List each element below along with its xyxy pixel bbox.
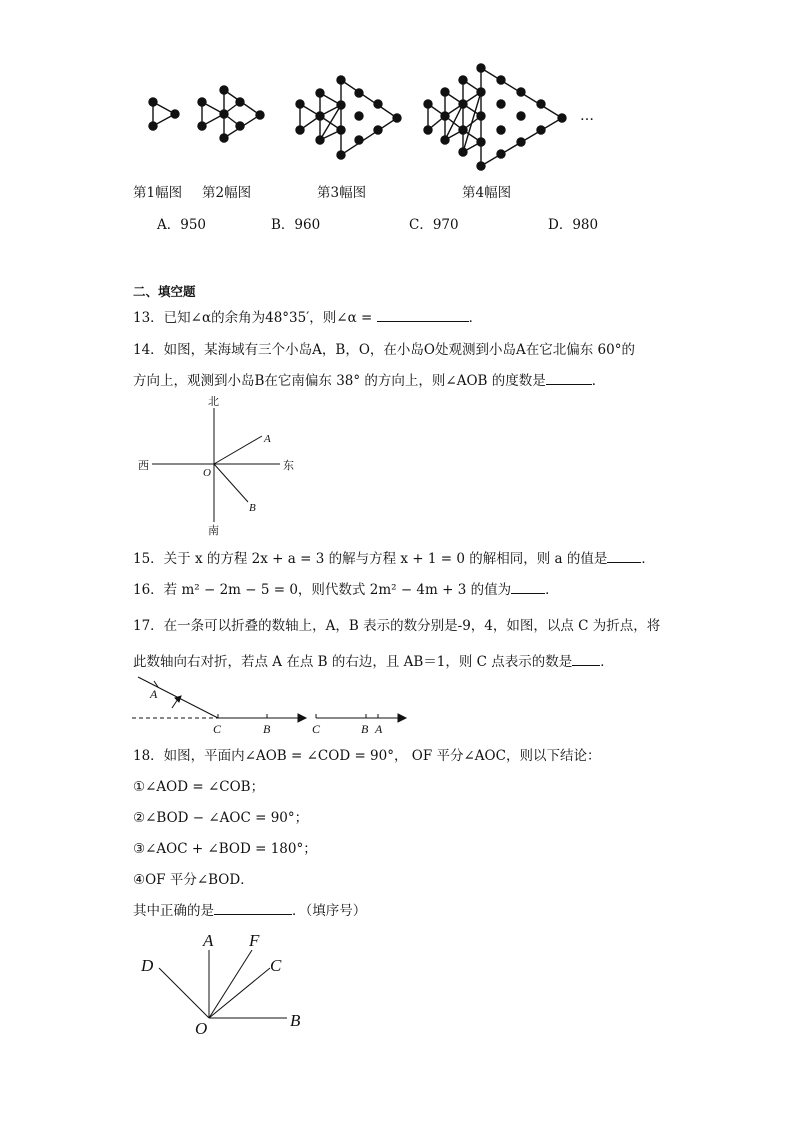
label-east: 东 — [283, 460, 294, 472]
conclusion-2: ②∠BOD − ∠AOC = 90°； — [133, 810, 309, 826]
caption-figure-2: 第2幅图 — [202, 185, 252, 201]
question-17-line-2: 此数轴向右对折，若点 A 在点 B 的右边，且 AB＝1，则 C 点表示的数是 ． — [133, 654, 614, 670]
ray-oa — [214, 436, 262, 464]
label-b-right: B — [361, 722, 369, 736]
dot-figure-4 — [424, 64, 566, 170]
answer-blank — [377, 308, 469, 322]
label-o: O — [203, 467, 211, 479]
label-a-right: A — [375, 722, 383, 736]
question-15: 15．关于 x 的方程 2x + a = 3 的解与方程 x + 1 = 0 的解相同，则 a 的值是 ． — [133, 551, 655, 567]
option-d: D．980 — [548, 217, 599, 233]
conclusion-3: ③∠AOC + ∠BOD = 180°； — [133, 841, 317, 857]
question-14-line-1: 14．如图，某海域有三个小岛A，B，O，在小岛O处观测到小岛A在它北偏东 60°的 — [133, 342, 635, 358]
label-f: F — [249, 931, 260, 950]
ray-oc — [209, 968, 270, 1018]
arrow-head-right — [398, 714, 406, 722]
ray-of — [209, 950, 252, 1018]
caption-figure-4: 第4幅图 — [462, 185, 512, 201]
label-south: 南 — [208, 525, 219, 537]
angle-figure — [135, 928, 315, 1040]
answer-blank — [607, 549, 641, 563]
ray-od — [159, 968, 209, 1018]
question-13: 13．已知∠α的余角为48°35′，则∠α = ． — [133, 310, 483, 326]
label-c-left: C — [213, 722, 222, 736]
compass-figure — [130, 392, 310, 540]
label-a: A — [203, 931, 214, 950]
answer-blank — [511, 580, 545, 594]
answer-blank — [214, 901, 292, 915]
label-west: 西 — [138, 460, 149, 472]
label-north: 北 — [208, 396, 219, 408]
answer-blank — [546, 371, 592, 385]
caption-figure-1: 第1幅图 — [133, 185, 183, 201]
option-a: A．950 — [157, 217, 207, 233]
option-b: B．960 — [271, 217, 321, 233]
ray-ob — [214, 464, 248, 502]
dot-figure-2 — [198, 86, 264, 142]
label-b: B — [249, 502, 256, 514]
label-c-right: C — [312, 722, 321, 736]
question-13-text: 13．已知∠α的余角为48°35′，则∠α = — [133, 310, 377, 326]
label-a: A — [264, 433, 271, 445]
answer-blank — [572, 652, 600, 666]
option-c: C．970 — [409, 217, 459, 233]
label-c: C — [270, 956, 282, 975]
dot-pattern-figures — [140, 60, 610, 175]
label-d: D — [141, 956, 154, 975]
folding-number-line-figure — [128, 672, 418, 736]
conclusion-4: ④OF 平分∠BOD． — [133, 872, 254, 888]
caption-figure-3: 第3幅图 — [317, 185, 367, 201]
dot-figure-3 — [296, 76, 401, 159]
question-18-intro: 18．如图，平面内∠AOB = ∠COD = 90°， OF 平分∠AOC，则以下结论： — [133, 748, 601, 764]
label-b: B — [290, 1011, 301, 1030]
dot-figure-1 — [149, 98, 179, 130]
section-title: 二、填空题 — [133, 284, 196, 299]
question-16: 16．若 m² − 2m − 5 = 0，则代数式 2m² − 4m + 3 的值为 ． — [133, 582, 559, 598]
conclusion-1: ①∠AOD = ∠COB； — [133, 779, 265, 795]
label-b-left: B — [263, 722, 271, 736]
question-18-answer: 其中正确的是 ．（填序号） — [133, 903, 367, 919]
question-14-line-2: 方向上，观测到小岛B在它南偏东 38° 的方向上，则∠AOB 的度数是 ． — [133, 373, 606, 389]
label-a-folded: A — [150, 687, 158, 701]
ellipsis: … — [580, 108, 594, 124]
label-o: O — [195, 1019, 208, 1038]
arrow-head-left — [298, 714, 306, 722]
question-17-line-1: 17．在一条可以折叠的数轴上，A，B 表示的数分别是-9，4，如图，以点 C 为折点，将 — [133, 618, 661, 634]
